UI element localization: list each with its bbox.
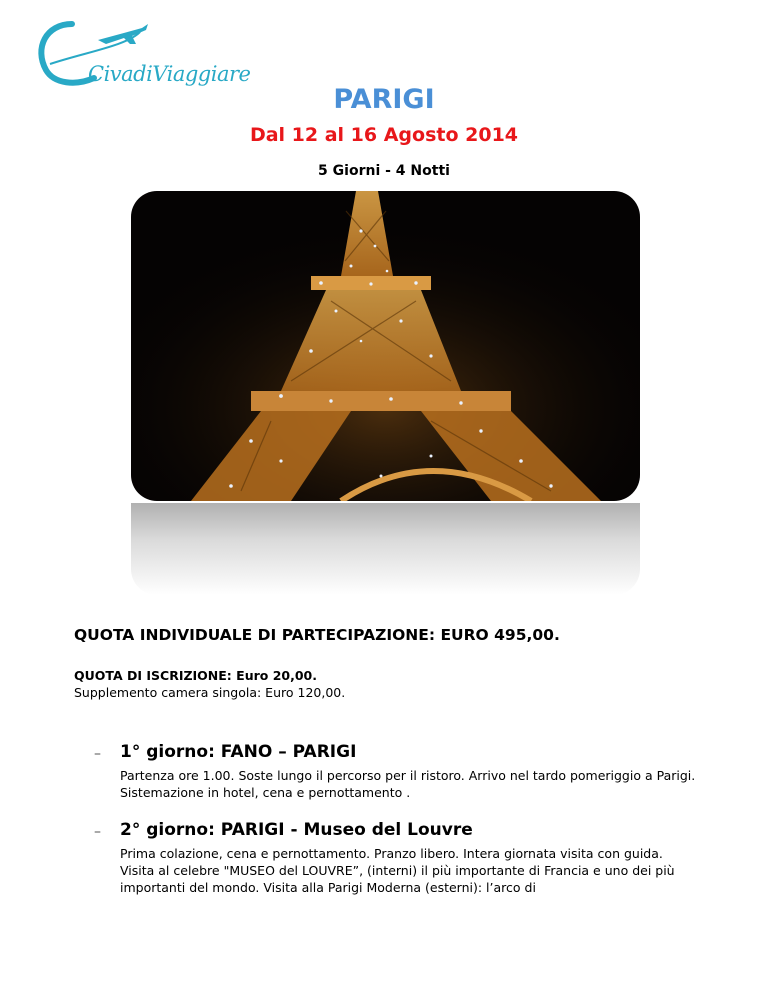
day-description: Visita al celebre "MUSEO del LOUVRE”, (interni) il più importante di Francia e uno dei più importanti del mondo. Visita alla Parigi Moderna (esterni): l’arco di	[120, 863, 675, 895]
dash-bullet-icon: –	[94, 746, 101, 762]
itinerary-day-1	[94, 742, 718, 801]
logo-text: CivadiViaggiare	[88, 62, 251, 86]
day-description: Partenza ore 1.00. Soste lungo il percorso per il ristoro. Arrivo nel tardo pomeriggio a Parigi. Sistemazione in hotel, cena e pernottamento .	[120, 768, 696, 800]
photo-reflection	[131, 503, 640, 595]
itinerary-day-2	[94, 820, 718, 896]
day-title: 1° giorno: FANO – PARIGI	[120, 742, 357, 762]
supplemento-singola: Supplemento camera singola: Euro 120,00.	[74, 685, 346, 700]
trip-dates: Dal 12 al 16 Agosto 2014	[249, 124, 519, 146]
page-title: PARIGI	[333, 84, 435, 115]
day-description: Prima colazione, cena e pernottamento. Pranzo libero. Intera giornata visita con guida.	[120, 846, 663, 861]
quota-iscrizione: QUOTA DI ISCRIZIONE: Euro 20,00.	[74, 668, 317, 683]
trip-duration: 5 Giorni - 4 Notti	[318, 163, 450, 179]
dash-bullet-icon: –	[94, 824, 101, 840]
day-title: 2° giorno: PARIGI - Museo del Louvre	[120, 820, 473, 840]
eiffel-tower-photo	[131, 191, 640, 501]
quota-individuale: QUOTA INDIVIDUALE DI PARTECIPAZIONE: EURO 495,00.	[74, 626, 560, 644]
